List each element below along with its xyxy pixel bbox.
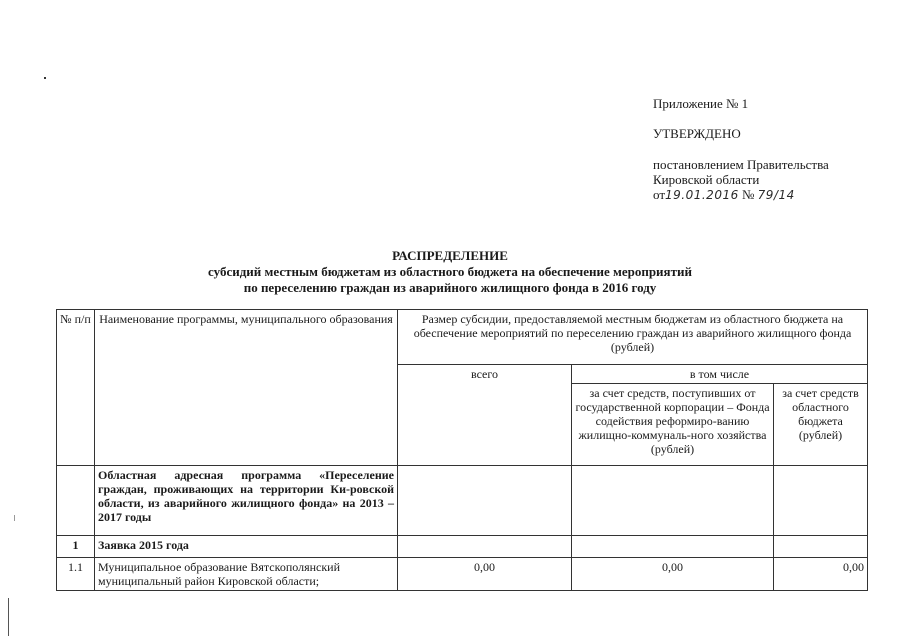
section-num: 1 (57, 536, 95, 558)
header-num: № п/п (57, 310, 95, 466)
scan-speck (44, 77, 46, 79)
number-prefix: № (741, 187, 755, 202)
scan-edge-mark (8, 598, 9, 636)
document-heading (150, 248, 750, 296)
heading-line-3: по переселению граждан из аварийного жилищного фонда в 2016 году (243, 280, 657, 295)
decree-date-line (653, 187, 829, 203)
date-prefix: от (653, 187, 666, 202)
heading-line-2: субсидий местным бюджетам из областного бюджета на обеспечение мероприятий (208, 264, 692, 279)
scan-edge-tick (14, 515, 15, 521)
document-title: РАСПРЕДЕЛЕНИЕ (392, 248, 508, 263)
section-row (57, 536, 868, 558)
handwritten-date: 19.01.2016 (665, 188, 739, 202)
row-num: 1.1 (57, 558, 95, 591)
header-name: Наименование программы, муниципального образования (95, 310, 398, 466)
section-name: Заявка 2015 года (95, 536, 398, 558)
approved-label: УТВЕРЖДЕНО (653, 126, 741, 141)
approval-block (653, 96, 829, 203)
header-fund: за счет средств, поступивших от государственной корпорации – Фонда содействия реформиро-ванию жилищно-коммуналь-ного хозяйства (рублей) (572, 384, 774, 466)
decree-line-2: Кировской области (653, 172, 760, 187)
program-row (57, 466, 868, 536)
row-total: 0,00 (398, 558, 572, 591)
header-subsidy: Размер субсидии, предоставляемой местным бюджетам из областного бюджета на обеспечение мероприятий по переселению граждан из аварийного жилищного фонда (рублей) (398, 310, 868, 365)
header-including: в том числе (572, 365, 868, 384)
table-row (57, 558, 868, 591)
row-name: Муниципальное образование Вятскополянский муниципальный район Кировской области; (95, 558, 398, 591)
row-fund: 0,00 (572, 558, 774, 591)
distribution-table (56, 309, 868, 591)
program-name: Областная адресная программа «Переселение граждан, проживающих на территории Ки-ровской области, из аварийного жилищного фонда» на 2013 – 2017 годы (95, 466, 398, 536)
header-total: всего (398, 365, 572, 466)
decree-line-1: постановлением Правительства (653, 157, 829, 172)
header-regional: за счет средств областного бюджета (рублей) (774, 384, 868, 466)
row-regional: 0,00 (774, 558, 868, 591)
appendix-label: Приложение № 1 (653, 96, 749, 111)
handwritten-number: 79/14 (757, 188, 795, 202)
